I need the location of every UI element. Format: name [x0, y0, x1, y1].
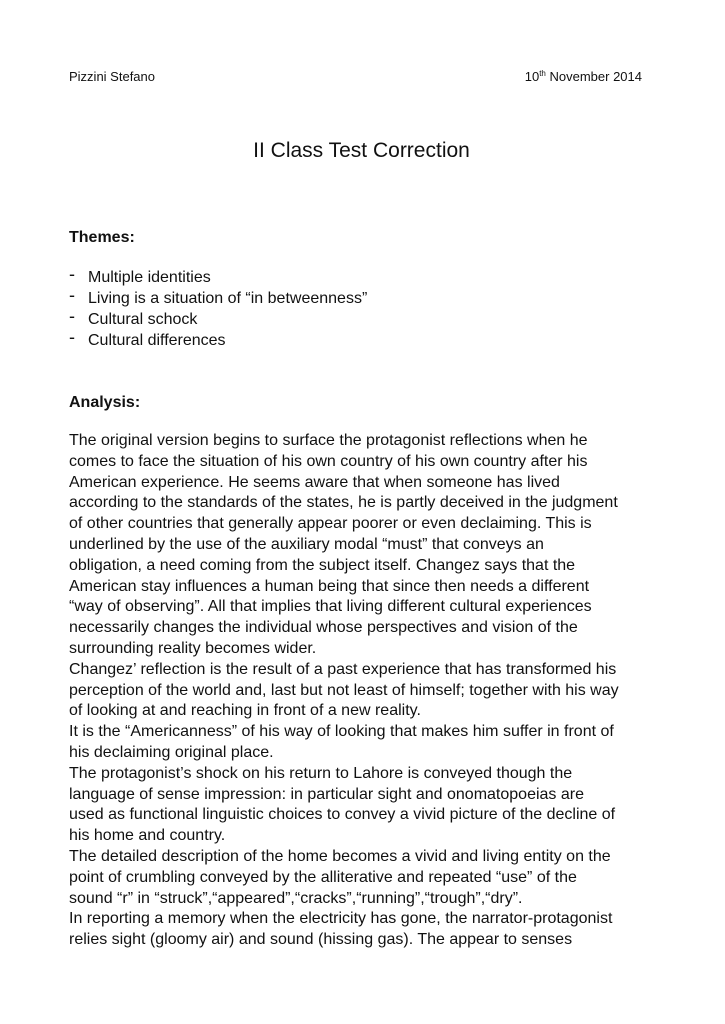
analysis-paragraph: Changez’ reflection is the result of a past experience that has transformed his perception of the world and, last but not least of himself; together with his way of looking at and reaching in front of a new reality. [69, 660, 619, 720]
analysis-paragraph: The original version begins to surface the protagonist reflections when he comes to face the situation of his own country of his own country after his American experience. He seems aware that when someone has lived according to the standards of the states, he is partly deceived in the judgment of other countries that generally appear poorer or even declaiming. This is underlined by the use of the auxiliary modal “must” that conveys an obligation, a need coming from the subject itself. Changez says that the American stay influences a human being that since then needs a different “way of observing”. All that implies that living different cultural experiences necessarily changes the individual whose perspectives and vision of the surrounding reality becomes wider. [69, 432, 618, 657]
list-item [69, 285, 368, 309]
theme-label: Cultural schock [88, 311, 198, 328]
analysis-heading: Analysis: [69, 394, 141, 411]
list-item [69, 306, 367, 330]
date-month-year: November 2014 [545, 69, 642, 84]
date-day: 10 [524, 69, 540, 84]
list-item [69, 327, 367, 351]
analysis-paragraph: The detailed description of the home becomes a vivid and living entity on the point of crumbling conveyed by the alliterative and repeated “use” of the sound “r” in “struck”,“appeared”,“cracks”,“running”,“trough”,“dry”. [69, 847, 611, 907]
analysis-body [69, 431, 659, 951]
bullet-dash: - [69, 285, 75, 305]
theme-label: Cultural differences [88, 332, 226, 349]
author-name: Pizzini Stefano [69, 69, 155, 84]
analysis-paragraph: In reporting a memory when the electricity has gone, the narrator-protagonist relies sight (gloomy air) and sound (hissing gas). The appear to senses [69, 910, 613, 949]
document-title-text: II Class Test Correction [253, 139, 470, 162]
document-date [525, 69, 642, 84]
analysis-paragraph: It is the “Americanness” of his way of looking that makes him suffer in front of his declaiming original place. [69, 723, 614, 761]
theme-label: Living is a situation of “in betweenness” [88, 290, 368, 307]
themes-heading: Themes: [69, 229, 135, 246]
document-title [0, 139, 725, 163]
bullet-dash: - [69, 264, 75, 284]
theme-label: Multiple identities [88, 269, 211, 286]
analysis-paragraph: The protagonist’s shock on his return to Lahore is conveyed though the language of sense impression: in particular sight and onomatopoeias are used as functional linguistic choices to convey a vivid picture of the decline of his home and country. [69, 764, 616, 845]
list-item [69, 264, 367, 288]
date-ordinal-suffix: th [539, 69, 546, 78]
themes-list [69, 264, 368, 351]
bullet-dash: - [69, 306, 75, 326]
bullet-dash: - [69, 327, 75, 347]
